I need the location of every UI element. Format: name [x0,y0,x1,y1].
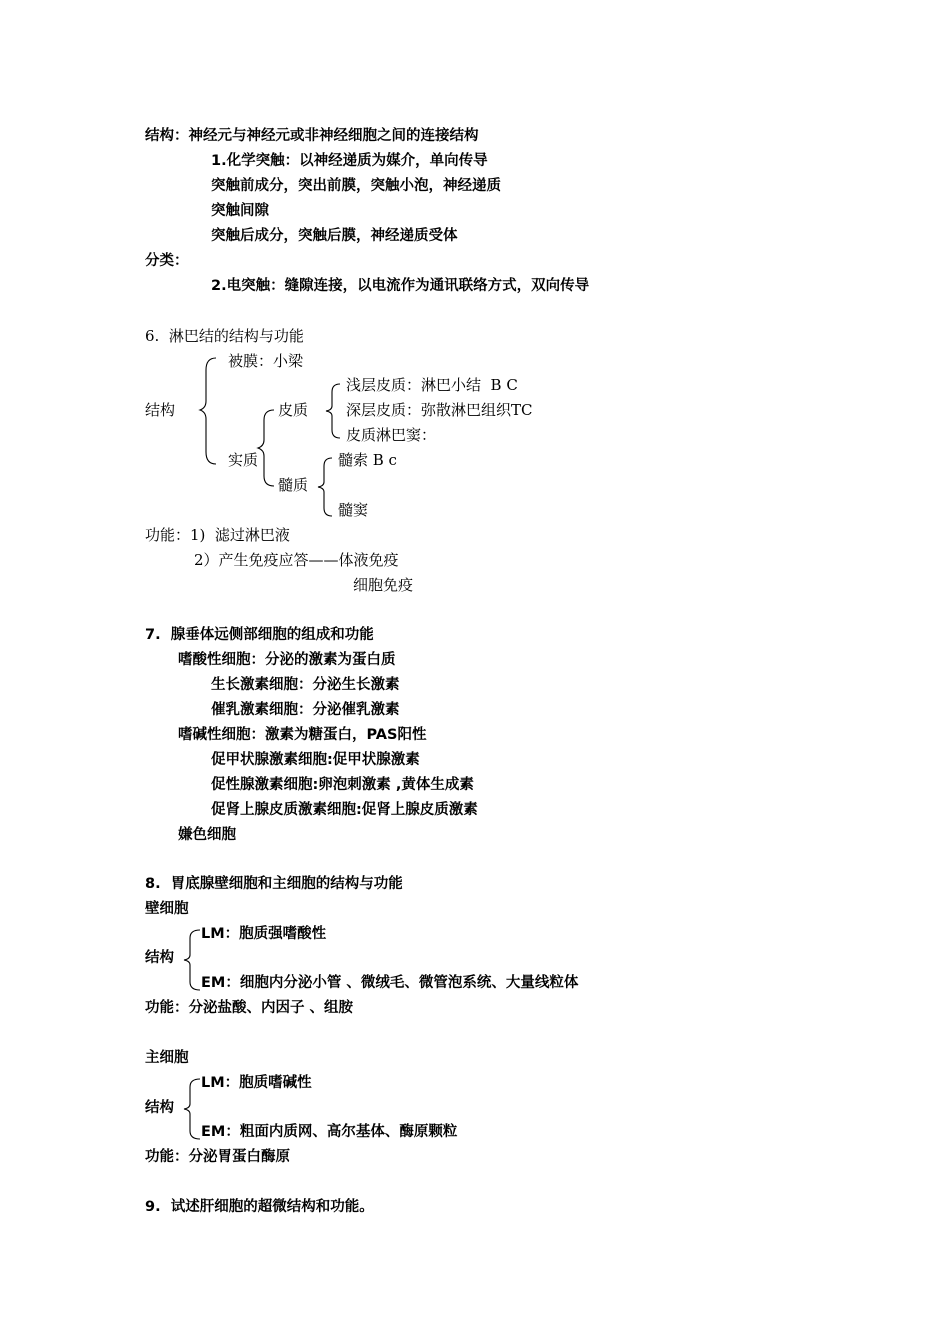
chromophobe: 嫌色细胞 [178,827,236,843]
lymph-function-1: 功能：1) 滤过淋巴液 [145,526,290,544]
parenchyma: 实质 [228,451,259,469]
liver-title: 9. 试述肝细胞的超微结构和功能。 [145,1199,374,1215]
brace-cortex [324,382,346,440]
cortex: 皮质 [278,401,309,419]
brace-medulla [316,456,338,518]
synaptic-cleft: 突触间隙 [211,203,269,219]
gh-cell: 生长激素细胞：分泌生长激素 [211,677,400,693]
medullary-sinus: 髓窦 [338,501,369,519]
gastric-title: 8. 胃底腺壁细胞和主细胞的结构与功能 [145,876,403,892]
chief-em: EM：粗面内质网、高尔基体、酶原颗粒 [201,1124,458,1140]
parietal-lm: LM：胞质强嗜酸性 [201,926,327,942]
lymph-function-3: 细胞免疫 [353,576,414,594]
pituitary-title: 7. 腺垂体远侧部细胞的组成和功能 [145,627,374,643]
presynaptic: 突触前成分，突出前膜，突触小泡，神经递质 [211,178,501,194]
postsynaptic: 突触后成分，突触后膜，神经递质受体 [211,228,458,244]
parietal-em: EM：细胞内分泌小管 、微绒毛、微管泡系统、大量线粒体 [201,975,579,991]
electrical-synapse: 2.电突触：缝隙连接，以电流作为通讯联络方式，双向传导 [211,278,590,294]
gonadotroph-cell: 促性腺激素细胞:卵泡刺激素 ,黄体生成素 [211,777,474,793]
parietal-cell: 壁细胞 [145,901,189,917]
chief-lm: LM：胞质嗜碱性 [201,1075,312,1091]
acth-cell: 促肾上腺皮质激素细胞:促肾上腺皮质激素 [211,802,478,818]
parietal-function: 功能：分泌盐酸、内因子 、组胺 [145,1000,354,1016]
deep-cortex: 深层皮质：弥散淋巴组织TC [346,401,533,419]
capsule: 被膜：小梁 [228,352,304,370]
medullary-cord: 髓索 B c [338,451,397,469]
basophil: 嗜碱性细胞：激素为糖蛋白，PAS阳性 [178,727,427,743]
chief-structure-label: 结构 [145,1100,174,1116]
chief-cell: 主细胞 [145,1050,189,1066]
medulla: 髓质 [278,476,309,494]
lymph-function-2: 2）产生免疫应答——体液免疫 [194,551,399,569]
tsh-cell: 促甲状腺激素细胞:促甲状腺激素 [211,752,420,768]
lymph-structure-label: 结构 [145,401,176,419]
parietal-structure-label: 结构 [145,950,174,966]
superficial-cortex: 浅层皮质：淋巴小结 B C [346,376,518,394]
chemical-synapse: 1.化学突触：以神经递质为媒介，单向传导 [211,153,488,169]
brace-structure [198,356,222,466]
lymph-title: 6. 淋巴结的结构与功能 [145,327,304,345]
acidophil: 嗜酸性细胞：分泌的激素为蛋白质 [178,652,396,668]
classification-label: 分类： [145,253,189,269]
synapse-structure: 结构：神经元与神经元或非神经细胞之间的连接结构 [145,128,479,144]
chief-function: 功能：分泌胃蛋白酶原 [145,1149,290,1165]
brace-parenchyma [256,408,280,488]
prolactin-cell: 催乳激素细胞：分泌催乳激素 [211,702,400,718]
cortical-sinus: 皮质淋巴窦： [346,426,437,444]
